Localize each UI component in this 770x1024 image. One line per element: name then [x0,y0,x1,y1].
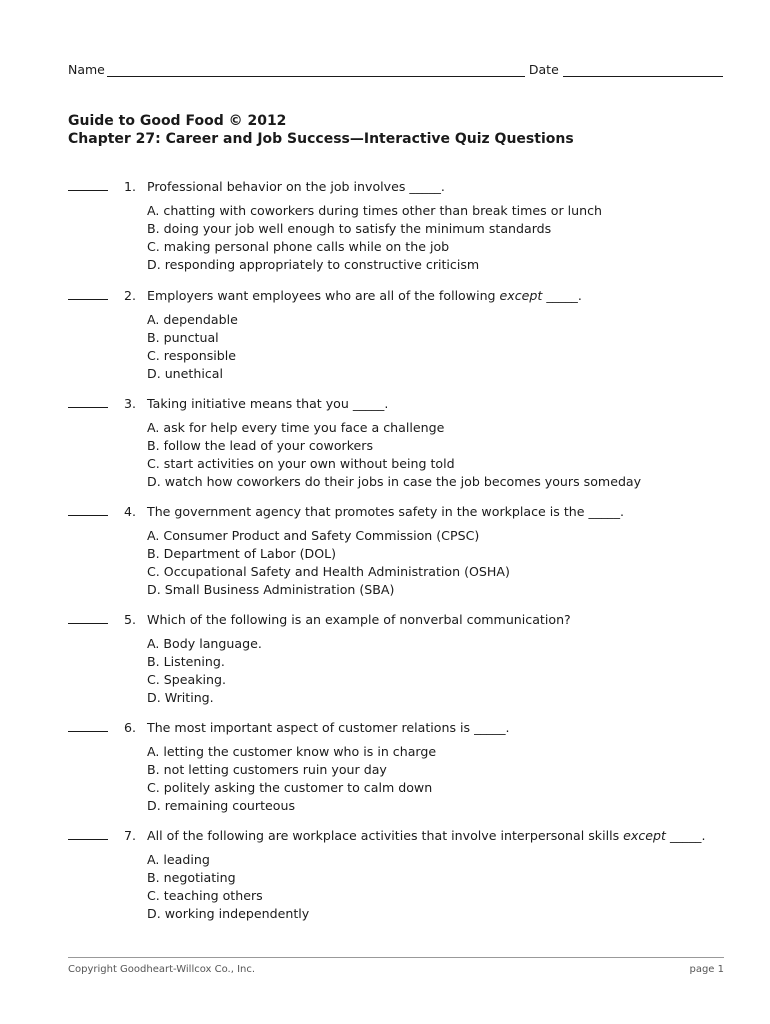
document-title [68,112,574,148]
question-5 [68,612,728,707]
question-text: The most important aspect of customer relations is _____. [147,720,510,735]
answer-blank-1[interactable] [68,179,108,191]
option-c: C. teaching others [147,888,263,903]
question-number: 6. [124,720,137,735]
option-c: C. Occupational Safety and Health Administration (OSHA) [147,564,510,579]
answer-blank-7[interactable] [68,828,108,840]
option-a: A. Body language. [147,636,262,651]
answer-options [147,527,728,599]
answer-options [147,202,728,274]
date-field[interactable] [563,63,723,77]
date-label: Date [528,62,559,77]
option-c: C. making personal phone calls while on the job [147,239,450,254]
question-text: All of the following are workplace activities that involve interpersonal skills except _____. [147,828,706,843]
question-number: 5. [124,612,137,627]
option-d: D. working independently [147,906,310,921]
option-a: A. ask for help every time you face a challenge [147,420,445,435]
question-number: 4. [124,504,137,519]
page-number: page 1 [689,964,724,975]
question-3 [68,396,728,491]
question-6 [68,720,728,815]
chapter-title: Chapter 27: Career and Job Success—Interactive Quiz Questions [68,131,574,147]
option-a: A. Consumer Product and Safety Commission (CPSC) [147,528,480,543]
answer-blank-6[interactable] [68,720,108,732]
question-number: 1. [124,179,137,194]
answer-options [147,851,728,923]
name-label: Name [68,62,105,77]
name-field[interactable] [107,63,525,77]
option-b: B. punctual [147,330,219,345]
option-d: D. Writing. [147,690,214,705]
option-d: D. unethical [147,366,223,381]
question-text: Employers want employees who are all of the following except _____. [147,288,582,303]
answer-options [147,743,728,815]
question-number: 7. [124,828,137,843]
option-b: B. follow the lead of your coworkers [147,438,374,453]
question-text: Taking initiative means that you _____. [147,396,389,411]
answer-blank-3[interactable] [68,396,108,408]
option-c: C. responsible [147,348,236,363]
option-d: D. remaining courteous [147,798,296,813]
answer-blank-4[interactable] [68,504,108,516]
option-a: A. dependable [147,312,238,327]
answer-options [147,311,728,383]
question-number: 3. [124,396,137,411]
option-b: B. Department of Labor (DOL) [147,546,337,561]
option-b: B. doing your job well enough to satisfy the minimum standards [147,221,552,236]
question-text: Professional behavior on the job involves _____. [147,179,445,194]
answer-blank-2[interactable] [68,288,108,300]
question-text: The government agency that promotes safety in the workplace is the _____. [147,504,625,519]
question-7 [68,828,728,923]
option-c: C. politely asking the customer to calm down [147,780,433,795]
answer-options [147,635,728,707]
option-a: A. chatting with coworkers during times other than break times or lunch [147,203,602,218]
answer-options [147,419,728,491]
question-4 [68,504,728,599]
name-date-header [68,57,724,77]
question-1 [68,179,728,274]
option-c: C. Speaking. [147,672,227,687]
option-c: C. start activities on your own without being told [147,456,455,471]
option-a: A. leading [147,852,210,867]
option-b: B. not letting customers ruin your day [147,762,387,777]
question-number: 2. [124,288,137,303]
option-b: B. negotiating [147,870,236,885]
answer-blank-5[interactable] [68,612,108,624]
question-2 [68,288,728,383]
footer-divider [68,957,724,958]
option-a: A. letting the customer know who is in charge [147,744,437,759]
question-text: Which of the following is an example of nonverbal communication? [147,612,571,627]
option-d: D. Small Business Administration (SBA) [147,582,395,597]
copyright-notice: Copyright Goodheart-Willcox Co., Inc. [68,964,256,975]
book-title: Guide to Good Food © 2012 [68,113,287,129]
option-d: D. watch how coworkers do their jobs in case the job becomes yours someday [147,474,642,489]
option-d: D. responding appropriately to constructive criticism [147,257,480,272]
option-b: B. Listening. [147,654,225,669]
